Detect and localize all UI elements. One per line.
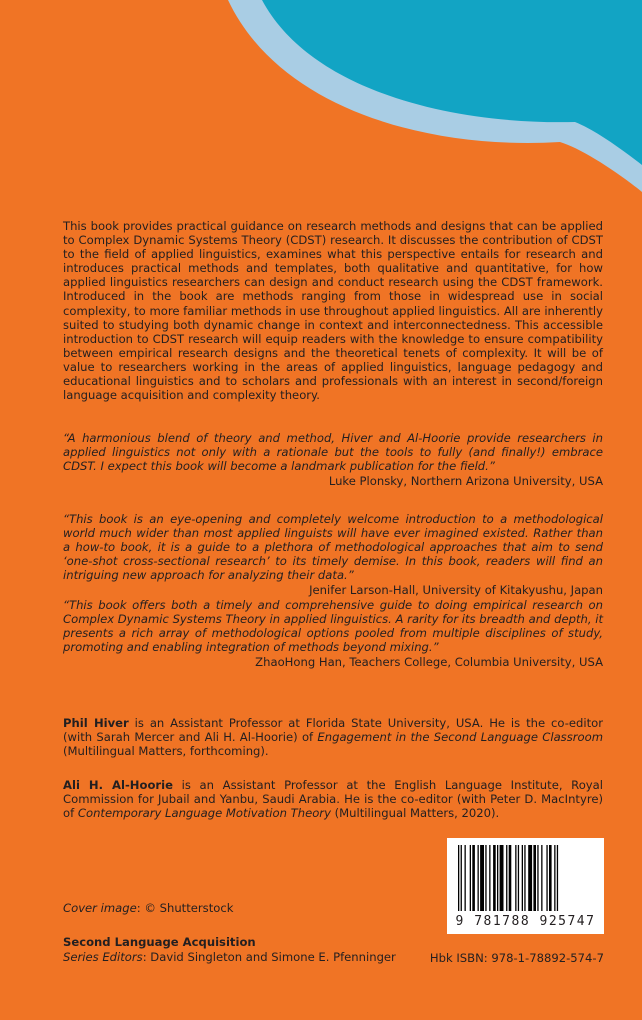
barcode-bar [478, 845, 479, 911]
barcode-bar [541, 845, 542, 911]
barcode-bar [533, 845, 536, 911]
series-editors [63, 950, 396, 965]
book-description: This book provides practical guidance on research methods and designs that can be applied to Complex Dynamic Systems Theory (CDST) research. It discusses the contribution of CDST to the field of applied linguistics, examines what this perspective entails for research and introduces practical methods and templates, both qualitative and quantitative, for how applied linguistics researchers can design and conduct research using the CDST framework. Introduced in the book are methods ranging from those in widespread use in social complexity, to more familiar methods in use throughout applied linguistics. All are inherently suited to studying both dynamic change in context and interconnectedness. This accessible introduction to CDST research will equip readers with the knowledge to ensure compatibility between empirical research designs and the theoretical tenets of complexity. It will be of value to researchers working in the areas of applied linguistics, language pedagogy and educational linguistics and to scholars and professionals with an interest in second/foreign language acquisition and complexity theory. [63, 219, 603, 403]
barcode-bar [549, 845, 552, 911]
cover-image-credit [63, 901, 233, 915]
barcode-bar [465, 845, 466, 911]
credit-value: : © Shutterstock [136, 901, 234, 915]
barcode-bar [470, 845, 471, 911]
barcode-bar [554, 845, 555, 911]
barcode-bar [506, 845, 507, 911]
barcode [447, 838, 604, 934]
author-bio-1 [63, 716, 603, 758]
endorsement-text: “This book is an eye-opening and completely welcome introduction to a methodological world much wider than most applied linguists will have ever imagined existed. Rather than a how-to book, it is a guide to a plethora of methodological approaches that aim to send ‘one-shot cross-sectional research’ to its timely demise. In this book, readers will find an intriguing new approach for analyzing their data.” [63, 512, 603, 583]
endorsement-attribution: Luke Plonsky, Northern Arizona University, USA [328, 474, 603, 489]
barcode-bar [509, 845, 512, 911]
barcode-bar [458, 845, 459, 911]
series-editors-names: : David Singleton and Simone E. Pfenninger [142, 950, 396, 964]
endorsement-text: “This book offers both a timely and comprehensive guide to doing empirical research on Complex Dynamic Systems Theory in applied linguistics. A rarity for its breadth and depth, it presents a rich array of methodological options pooled from multiple disciplines of study, promoting and enabling integration of methods beyond mixing.” [63, 598, 603, 655]
endorsement-1 [63, 431, 603, 488]
barcode-bar [472, 845, 475, 911]
barcode-bars [458, 845, 593, 911]
barcode-bar [515, 845, 516, 911]
author-name: Phil Hiver [63, 716, 129, 730]
barcode-bar [537, 845, 538, 911]
credit-label: Cover image [63, 901, 137, 915]
series-info [63, 935, 396, 965]
book-title: Engagement in the Second Language Classroom [317, 730, 604, 745]
series-name: Second Language Acquisition [63, 935, 256, 949]
barcode-bar [500, 845, 504, 911]
barcode-bar [493, 845, 496, 911]
endorsement-attribution: ZhaoHong Han, Teachers College, Columbia University, USA [255, 655, 603, 670]
endorsement-3 [63, 598, 603, 669]
barcode-bar [497, 845, 498, 911]
barcode-digits: 9 781788 925747 [455, 914, 596, 929]
barcode-bar [518, 845, 519, 911]
barcode-bar [557, 845, 558, 911]
isbn: Hbk ISBN: 978-1-78892-574-7 [429, 951, 604, 965]
author-bio-2 [63, 778, 603, 820]
endorsement-text: “A harmonious blend of theory and method, Hiver and Al-Hoorie provide researchers in applied linguistics not only with a rationale but the tools to fully (and finally!) embrace CDST. I expect this book will become a landmark publication for the field.” [63, 431, 603, 474]
barcode-bar [480, 845, 484, 911]
series-editors-label: Series Editors [63, 950, 143, 964]
bio-text: is an Assistant Professor at Florida State University, USA. He is the co-editor (with Sarah Mercer and Ali H. Al-Hoorie) of [63, 716, 603, 745]
endorsement-2 [63, 512, 603, 598]
barcode-bar [461, 845, 462, 911]
author-name: Ali H. Al-Hoorie [63, 778, 173, 792]
endorsement-attribution: Jenifer Larson-Hall, University of Kitakyushu, Japan [309, 583, 603, 598]
barcode-bar [546, 845, 547, 911]
speech-bubble-graphic [0, 0, 642, 200]
barcode-bar [489, 845, 490, 911]
bio-text: (Multilingual Matters, forthcoming). [63, 744, 269, 759]
barcode-bar [524, 845, 525, 911]
bio-text: is an Assistant Professor at the English Language Institute, Royal Commission for Jubail and Yanbu, Saudi Arabia. He is the co-editor (with Peter D. MacIntyre) of [63, 778, 603, 821]
barcode-bar [522, 845, 523, 911]
barcode-bar [528, 845, 532, 911]
bio-text: (Multilingual Matters, 2020). [330, 806, 500, 821]
book-title: Contemporary Language Motivation Theory [77, 806, 331, 821]
barcode-bar [485, 845, 486, 911]
